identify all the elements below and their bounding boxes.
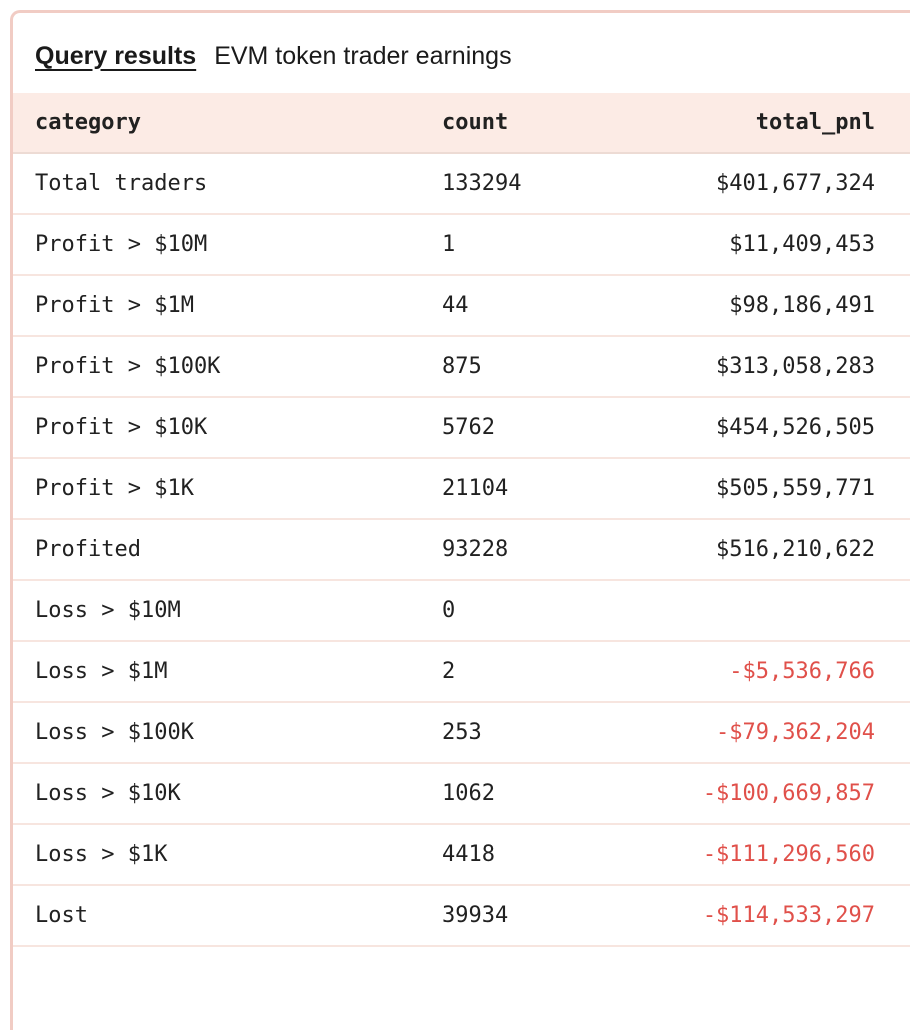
cell-count: 5762 [420,397,650,458]
table-header-row [13,93,910,153]
cell-count: 0 [420,580,650,641]
cell-category: Loss > $100K [13,702,420,763]
cell-total-pnl: -$5,536,766 [650,641,910,702]
column-header-count: count [420,93,650,153]
cell-category: Profited [13,519,420,580]
cell-category: Lost [13,885,420,946]
query-title: EVM token trader earnings [214,41,512,70]
cell-total-pnl: $516,210,622 [650,519,910,580]
column-header-category: category [13,93,420,153]
cell-category: Loss > $1M [13,641,420,702]
cell-total-pnl: $313,058,283 [650,336,910,397]
table-row [13,336,910,397]
cell-count: 1062 [420,763,650,824]
cell-count: 875 [420,336,650,397]
table-row [13,397,910,458]
results-table [13,93,910,947]
query-results-card [10,10,910,1030]
cell-count: 2 [420,641,650,702]
cell-count: 1 [420,214,650,275]
cell-count: 93228 [420,519,650,580]
cell-category: Loss > $1K [13,824,420,885]
cell-total-pnl: $505,559,771 [650,458,910,519]
table-row [13,824,910,885]
cell-total-pnl: $401,677,324 [650,153,910,214]
table-row [13,214,910,275]
title-bar [13,13,910,93]
cell-category: Total traders [13,153,420,214]
cell-total-pnl: $11,409,453 [650,214,910,275]
cell-count: 44 [420,275,650,336]
cell-category: Profit > $1K [13,458,420,519]
cell-category: Profit > $10K [13,397,420,458]
cell-count: 4418 [420,824,650,885]
cell-count: 253 [420,702,650,763]
cell-total-pnl: -$111,296,560 [650,824,910,885]
table-row [13,763,910,824]
cell-count: 21104 [420,458,650,519]
cell-total-pnl: -$79,362,204 [650,702,910,763]
table-row [13,702,910,763]
table-row [13,153,910,214]
cell-total-pnl: $98,186,491 [650,275,910,336]
cell-total-pnl: -$100,669,857 [650,763,910,824]
cell-count: 39934 [420,885,650,946]
table-row [13,885,910,946]
table-row [13,275,910,336]
cell-total-pnl: -$114,533,297 [650,885,910,946]
column-header-total-pnl: total_pnl [650,93,910,153]
cell-category: Profit > $1M [13,275,420,336]
cell-category: Loss > $10M [13,580,420,641]
table-row [13,519,910,580]
cell-total-pnl [650,580,910,641]
cell-category: Profit > $100K [13,336,420,397]
cell-category: Profit > $10M [13,214,420,275]
table-row [13,641,910,702]
table-row [13,458,910,519]
cell-count: 133294 [420,153,650,214]
cell-category: Loss > $10K [13,763,420,824]
cell-total-pnl: $454,526,505 [650,397,910,458]
table-row [13,580,910,641]
query-results-link[interactable]: Query results [35,41,197,70]
